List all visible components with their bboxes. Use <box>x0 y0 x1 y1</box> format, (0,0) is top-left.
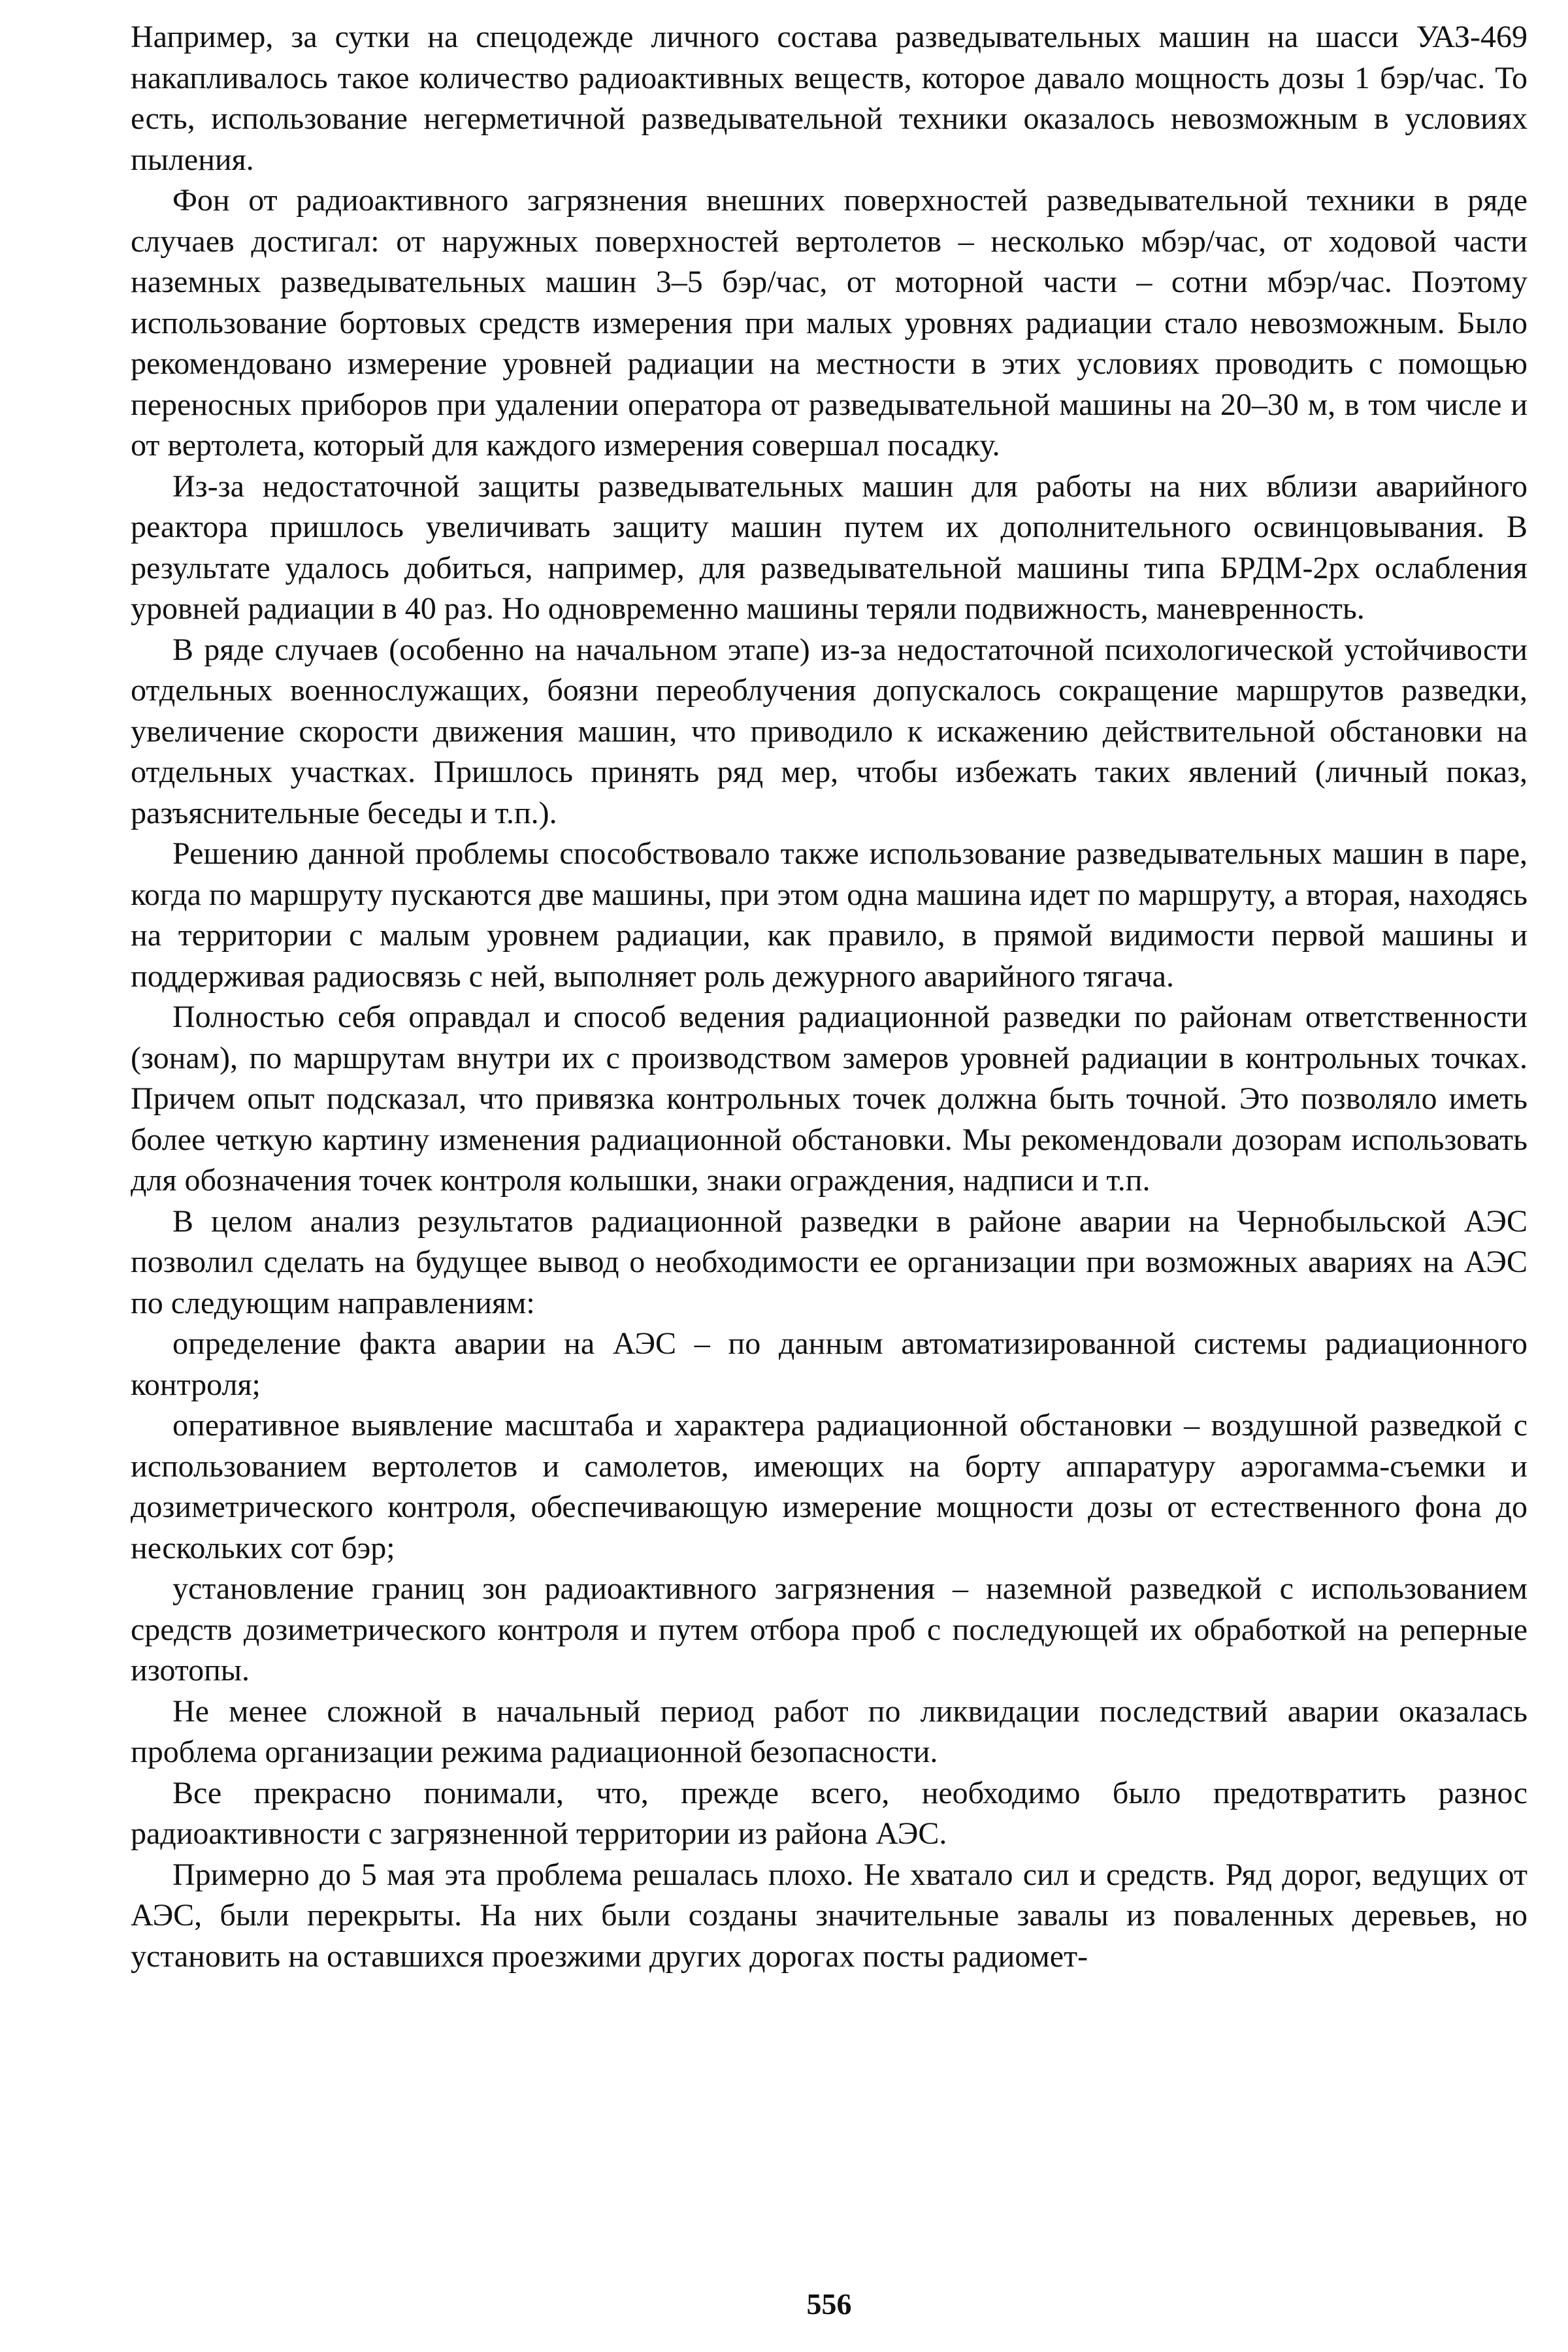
body-text <box>131 17 1527 1977</box>
paragraph: Примерно до 5 мая эта проблема решалась плохо. Не хватало сил и средств. Ряд дорог, ведущих от АЭС, были перекрыты. На них были созданы значительные завалы из поваленных деревьев, но установить на оставшихся проезжими других дорогах посты радиомет- <box>131 1857 1527 1974</box>
paragraph: Не менее сложной в начальный период работ по ликвидации последствий аварии оказалась проблема организации режима радиационной безопасности. <box>131 1693 1527 1769</box>
paragraph: Из-за недостаточной защиты разведывательных машин для работы на них вблизи аварийного реактора пришлось увеличивать защиту машин путем их дополнительного освинцовывания. В результате удалось добиться, например, для разведывательной машины типа БРДМ-2рх ослабления уровней радиации в 40 раз. Но одновременно машины теряли подвижность, маневренность. <box>131 468 1527 626</box>
list-item: установление границ зон радиоактивного загрязнения – наземной разведкой с использованием средств дозиметрического контроля и путем отбора проб с последующей их обработкой на реперные изотопы. <box>131 1571 1527 1688</box>
paragraph: В целом анализ результатов радиационной разведки в районе аварии на Чернобыльской АЭС позволил сделать на будущее вывод о необходимости ее организации при возможных авариях на АЭС по следующим направлениям: <box>131 1203 1527 1320</box>
paragraph: Фон от радиоактивного загрязнения внешних поверхностей разведывательной техники в ряде случаев достигал: от наружных поверхностей вертолетов – несколько мбэр/час, от ходовой части наземных разведывательных машин 3–5 бэр/час, от моторной части – сотни мбэр/час. Поэтому использование бортовых средств измерения при малых уровнях радиации стало невозможным. Было рекомендовано измерение уровней радиации на местности в этих условиях проводить с помощью переносных приборов при удалении оператора от разведывательной машины на 20–30 м, в том числе и от вертолета, который для каждого измерения совершал посадку. <box>131 183 1527 463</box>
page-number: 556 <box>806 2287 852 2321</box>
document-page <box>131 17 1527 2330</box>
paragraph: В ряде случаев (особенно на начальном этапе) из-за недостаточной психологической устойчивости отдельных военнослужащих, боязни переоблучения допускалось сокращение маршрутов разведки, увеличение скорости движения машин, что приводило к искажению действительной обстановки на отдельных участках. Пришлось принять ряд мер, чтобы избежать таких явлений (личный показ, разъяснительные беседы и т.п.). <box>131 632 1527 830</box>
paragraph: Решению данной проблемы способствовало также использование разведывательных машин в паре, когда по маршруту пускаются две машины, при этом одна машина идет по маршруту, а вторая, находясь на территории с малым уровнем радиации, как правило, в прямой видимости первой машины и поддерживая радиосвязь с ней, выполняет роль дежурного аварийного тягача. <box>131 836 1527 994</box>
paragraph: Все прекрасно понимали, что, прежде всего, необходимо было предотвратить разнос радиоактивности с загрязненной территории из района АЭС. <box>131 1775 1527 1851</box>
paragraph: Полностью себя оправдал и способ ведения радиационной разведки по районам ответственности (зонам), по маршрутам внутри их с производством замеров уровней радиации в контрольных точках. Причем опыт подсказал, что привязка контрольных точек должна быть точной. Это позволяло иметь более четкую картину изменения радиационной обстановки. Мы рекомендовали дозорам использовать для обозначения точек контроля колышки, знаки ограждения, надписи и т.п. <box>131 1000 1527 1198</box>
list-item: определение факта аварии на АЭС – по данным автоматизированной системы радиационного контроля; <box>131 1326 1527 1402</box>
paragraph: Например, за сутки на спецодежде личного состава разведывательных машин на шасси УАЗ-469 накапливалось такое количество радиоактивных веществ, которое давало мощность дозы 1 бэр/час. То есть, использование негерметичной разведывательной техники оказалось невозможным в условиях пыления. <box>131 20 1527 177</box>
list-item: оперативное выявление масштаба и характера радиационной обстановки – воздушной разведкой с использованием вертолетов и самолетов, имеющих на борту аппаратуру аэрогамма-съемки и дозиметрического контроля, обеспечивающую измерение мощности дозы от естественного фона до нескольких сот бэр; <box>131 1408 1527 1565</box>
